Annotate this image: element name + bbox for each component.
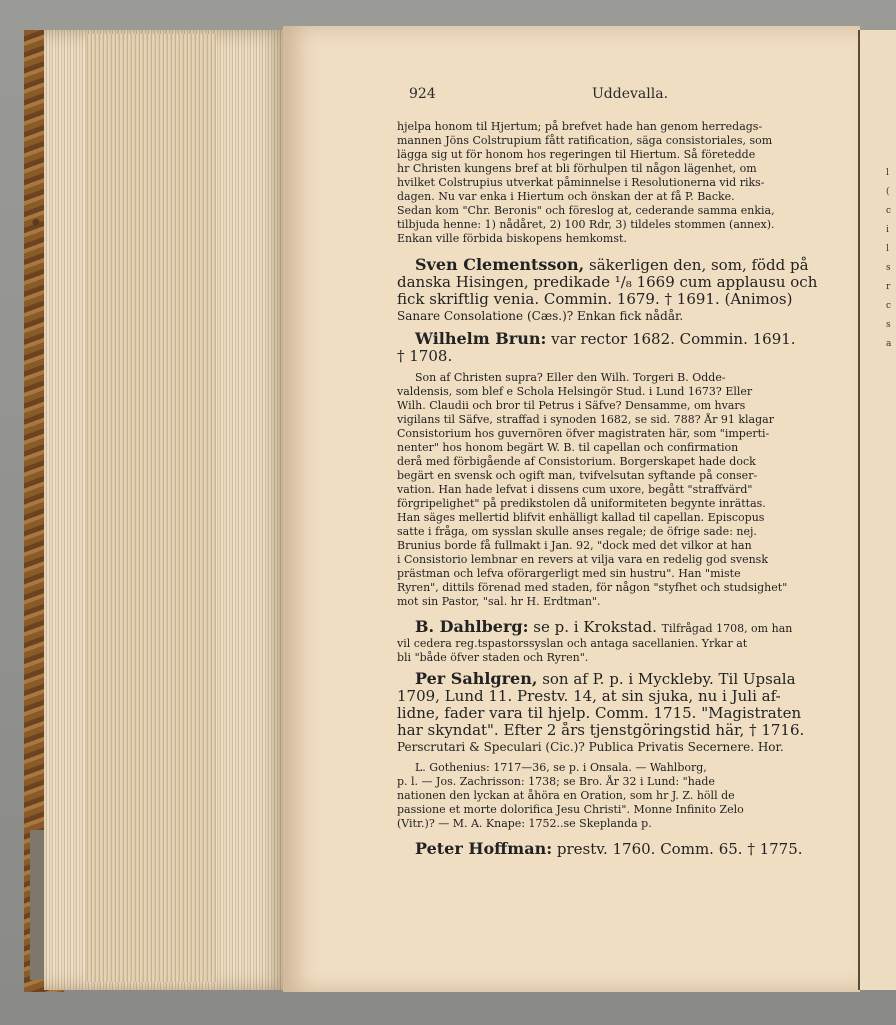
text-line: p. l. — Jos. Zachrisson: 1738; se Bro. År 32 i Lund: "hade xyxy=(397,775,715,788)
text-line: vil cedera reg.tspastorssyslan och antaga sacellanien. Yrkar at xyxy=(397,637,748,650)
page-block-shading xyxy=(86,34,216,982)
intro-paragraph xyxy=(397,120,845,246)
entry-b-dahlberg xyxy=(397,618,845,665)
text-line: vigilans til Säfve, straffad i synoden 1682, se sid. 788? År 91 klagar xyxy=(397,413,774,426)
entry-heading-text: se p. i Krokstad. xyxy=(533,618,657,636)
entry-name: Per Sahlgren, xyxy=(415,670,538,688)
entry-peter-hoffman xyxy=(397,840,845,858)
page-number: 924 xyxy=(409,86,436,102)
text-line: Sedan kom "Chr. Beronis" och föreslog at, cederande samma enkia, xyxy=(397,204,775,217)
text-line: i Consistorio lembnar en revers at vilja vara en redelig god svensk xyxy=(397,553,768,566)
facing-page-letter: s xyxy=(886,263,891,273)
facing-page-letter: s xyxy=(886,320,891,330)
entry-misc-persons xyxy=(397,761,845,831)
entry-heading-text: prestv. 1760. Comm. 65. † 1775. xyxy=(556,840,803,858)
text-line: begärt en svensk och ogift man, tvifvelsutan syftande på conser- xyxy=(397,469,758,482)
facing-page-letter: l xyxy=(886,168,889,178)
text-line: L. Gothenius: 1717—36, se p. i Onsala. — Wahlborg, xyxy=(415,761,707,774)
text-line: nationen den lyckan at åhöra en Oration, som hr J. Z. höll de xyxy=(397,789,735,802)
text-line: valdensis, som blef e Schola Helsingör Stud. i Lund 1673? Eller xyxy=(397,385,753,398)
text-line: hvilket Colstrupius utverkat påminnelse i Resolutionerna vid riks- xyxy=(397,176,765,189)
text-line: hjelpa honom til Hjertum; på brefvet hade han genom herredags- xyxy=(397,120,763,133)
text-line: Consistorium hos guvernören öfver magistraten här, som "imperti- xyxy=(397,427,770,440)
text-line: säkerligen den, som, född på xyxy=(589,256,809,274)
text-line: son af P. p. i Myckleby. Til Upsala xyxy=(542,670,796,688)
entry-wilhelm-brun xyxy=(397,330,845,365)
entry-wilhelm-brun-body xyxy=(397,371,845,609)
facing-page-letter: c xyxy=(886,301,892,311)
text-line: (Vitr.)? — M. A. Knape: 1752..se Skeplanda p. xyxy=(397,817,652,830)
text-line: † 1708. xyxy=(397,348,453,365)
text-line: danska Hisingen, predikade ¹/₈ 1669 cum applausu och xyxy=(397,274,818,291)
facing-page-letter: ( xyxy=(886,187,890,197)
text-line: tilbjuda henne: 1) nådåret, 2) 100 Rdr, 3) tildeles stommen (annex). xyxy=(397,218,775,231)
entry-name: Wilhelm Brun: xyxy=(415,330,547,348)
text-line: fick skriftlig venia. Commin. 1679. † 1691. (Animos) xyxy=(397,291,793,308)
text-line: bli "både öfver staden och Ryren". xyxy=(397,651,589,664)
facing-page-letter: r xyxy=(886,282,891,292)
text-line: Enkan ville förbida biskopens hemkomst. xyxy=(397,232,627,245)
text-line: Son af Christen supra? Eller den Wilh. Torgeri B. Odde- xyxy=(415,371,726,384)
text-line: vation. Han hade lefvat i dissens cum uxore, begått "straffvärd" xyxy=(397,483,753,496)
text-line: Han säges mellertid blifvit enhälligt kallad til capellan. Episcopus xyxy=(397,511,765,524)
text-line: satte i fråga, om sysslan skulle anses regale; de öfrige sade: nej. xyxy=(397,525,757,538)
entry-name: Peter Hoffman: xyxy=(415,840,553,858)
entry-name: B. Dahlberg: xyxy=(415,618,529,636)
text-line: passione et morte dolorifica Jesu Christi". Monne Infinito Zelo xyxy=(397,803,744,816)
text-line: Brunius borde få fullmakt i Jan. 92, "dock med det vilkor at han xyxy=(397,539,752,552)
entry-per-sahlgren xyxy=(397,670,845,756)
running-title: Uddevalla. xyxy=(592,86,669,102)
text-line: lägga sig ut för honom hos regeringen til Hiertum. Så företedde xyxy=(397,148,756,161)
text-line: förgripelighet" på predikstolen då uniformiteten begynte inrättas. xyxy=(397,497,766,510)
text-line: prästman och lefva oförargerligt med sin hustru". Han "miste xyxy=(397,567,741,580)
text-line: Perscrutari & Speculari (Cic.)? Publica Privatis Secernere. Hor. xyxy=(397,740,784,754)
facing-page-letter: l xyxy=(886,244,889,254)
entry-sven-clementsson xyxy=(397,256,845,325)
text-line: mannen Jöns Colstrupium fått ratification, säga consistoriales, som xyxy=(397,134,773,147)
text-line: hr Christen kungens bref at bli förhulpen til någon lägenhet, om xyxy=(397,162,757,175)
text-line: mot sin Pastor, "sal. hr H. Erdtman". xyxy=(397,595,601,608)
text-line: 1709, Lund 11. Prestv. 14, at sin sjuka, nu i Juli af- xyxy=(397,688,781,705)
facing-page-letter: c xyxy=(886,206,892,216)
entry-name: Sven Clementsson, xyxy=(415,256,585,274)
text-line: Sanare Consolatione (Cæs.)? Enkan fick nådår. xyxy=(397,309,684,323)
text-line: Wilh. Claudii och bror til Petrus i Säfve? Densamme, om hvars xyxy=(397,399,746,412)
text-line: har skyndat". Efter 2 års tjenstgöringstid här, † 1716. xyxy=(397,722,805,739)
entry-heading-small: Tilfrågad 1708, om han xyxy=(661,622,793,635)
facing-page-letter: a xyxy=(886,339,892,349)
text-line: dagen. Nu var enka i Hiertum och önskan der at få P. Backe. xyxy=(397,190,735,203)
facing-page-letter: i xyxy=(886,225,889,235)
text-line: lidne, fader vara til hjelp. Comm. 1715. "Magistraten xyxy=(397,705,802,722)
entry-heading-text: var rector 1682. Commin. 1691. xyxy=(551,330,796,348)
text-line: nenter" hos honom begärt W. B. til capellan och confirmation xyxy=(397,441,739,454)
text-line: Ryren", dittils förenad med staden, för någon "styfhet och studsighet" xyxy=(397,581,788,594)
text-line: derå med förbigående af Consistorium. Borgerskapet hade dock xyxy=(397,455,756,468)
